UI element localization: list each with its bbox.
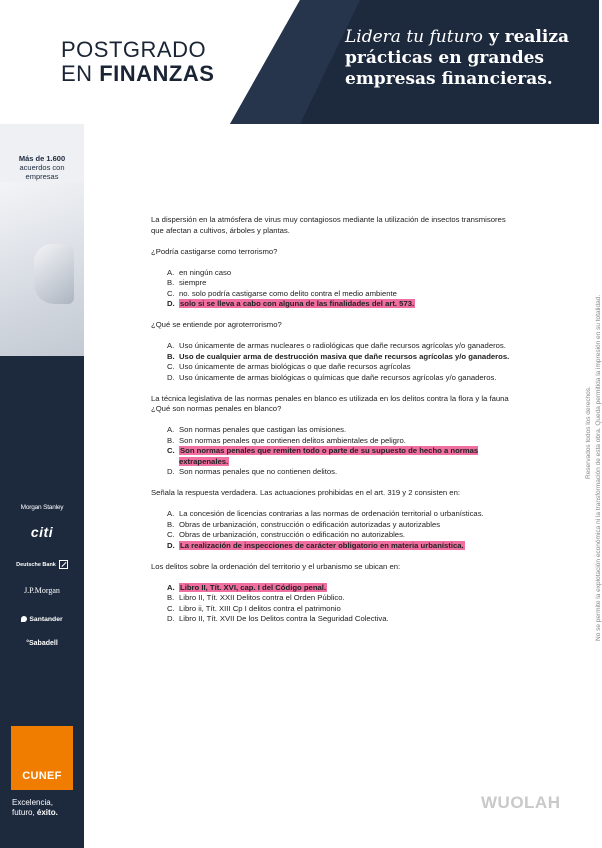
option-correct xyxy=(167,583,519,594)
tagline-line-2a: futuro, xyxy=(12,808,37,817)
wuolah-logo: WUOLAH xyxy=(481,793,561,812)
option-letter: B. xyxy=(167,519,175,529)
option-text: La concesión de licencias contrarias a las normas de ordenación territorial o urbanísticas. xyxy=(179,509,484,518)
cunef-logo[interactable] xyxy=(11,726,73,790)
option xyxy=(167,593,519,604)
title-line-1: POSTGRADO xyxy=(61,37,207,62)
question-5: Los delitos sobre la ordenación del territorio y el urbanismo se ubican en: xyxy=(151,561,401,571)
option xyxy=(167,520,519,531)
option-letter: C. xyxy=(167,446,175,455)
title-line-2a: EN xyxy=(61,61,100,86)
option-letter: A. xyxy=(167,582,175,592)
deutsche-bank-label: Deutsche Bank xyxy=(16,561,56,568)
option-text: Uso de cualquier arma de destrucción masiva que dañe recursos agrícolas y/o ganaderos. xyxy=(179,351,510,361)
banner-slogan xyxy=(345,27,585,90)
option xyxy=(167,373,519,384)
option xyxy=(167,362,519,373)
option-letter: B. xyxy=(167,278,175,287)
option-correct xyxy=(167,446,519,467)
deutsche-bank-icon xyxy=(59,560,68,569)
option xyxy=(167,436,519,447)
usage-notice-text: No se permite la explotación económica ni la transformación de esta obra. Queda permitida la impresión en su totalidad. xyxy=(595,294,602,641)
option-text: Uso únicamente de armas biológicas o que dañe recursos agrícolas xyxy=(179,362,411,371)
option-text: Libro II, Tít. XVII De los Delitos contra la Seguridad Colectiva. xyxy=(179,614,389,623)
header-banner xyxy=(0,0,599,124)
question-1: ¿Podría castigarse como terrorismo? xyxy=(151,246,278,256)
option xyxy=(167,467,519,478)
postgrado-title xyxy=(61,38,214,86)
deutsche-bank-logo xyxy=(0,560,84,569)
option-letter: A. xyxy=(167,267,175,277)
option-text: en ningún caso xyxy=(179,267,232,277)
jpmorgan-logo: J.P.Morgan xyxy=(24,586,60,595)
sabadell-logo xyxy=(0,640,84,647)
option-letter: B. xyxy=(167,351,175,361)
option xyxy=(167,278,519,289)
sidebar-photo-area xyxy=(0,124,84,356)
option xyxy=(167,509,519,520)
option-letter: D. xyxy=(167,540,175,550)
rights-reserved-text: Reservados todos los derechos. xyxy=(585,386,592,479)
option-letter: D. xyxy=(167,614,175,623)
option xyxy=(167,425,519,436)
option-text: Son normas penales que no contienen delitos. xyxy=(179,467,338,476)
option-text: Son normas penales que contienen delitos ambientales de peligro. xyxy=(179,435,406,445)
option-letter: C. xyxy=(167,288,175,298)
option-letter: A. xyxy=(167,341,175,350)
tagline-line-1: Excelencia, xyxy=(12,798,53,807)
option-letter: C. xyxy=(167,603,175,613)
option-correct xyxy=(167,541,519,552)
agreements-label: acuerdos con empresas xyxy=(19,163,65,181)
tagline-line-2b: éxito. xyxy=(36,808,58,817)
question-2-options xyxy=(167,341,519,383)
option-letter: D. xyxy=(167,372,175,382)
question-4-options xyxy=(167,509,519,551)
slogan-bold: y realiza prácticas en grandes empresas financieras. xyxy=(345,27,569,89)
intro-paragraph: La dispersión en la atmósfera de virus muy contagiosos mediante la utilización de insectos transmisores que afectan a cultivos, árboles y plantas. xyxy=(151,215,506,235)
sabadell-label: Sabadell xyxy=(29,640,58,647)
option-text: Uso únicamente de armas nucleares o radiológicas que dañe recursos agrícolas y/o ganaderos. xyxy=(179,341,506,350)
option-text: Libro II, Tít. XXII Delitos contra el Orden Público. xyxy=(179,593,345,602)
option xyxy=(167,604,519,615)
cunef-label: CUNEF xyxy=(22,770,62,782)
option-text: Obras de urbanización, construcción o edificación autorizadas y autorizables xyxy=(179,519,441,529)
option xyxy=(167,614,519,625)
question-5-options xyxy=(167,583,519,625)
sidebar-tagline xyxy=(12,798,58,818)
sidebar-photo-detail xyxy=(34,244,74,304)
highlighted-answer: Libro II, Tít. XVI, cap. I del Código penal. xyxy=(180,582,327,592)
question-4: Señala la respuesta verdadera. Las actuaciones prohibidas en el art. 319 y 2 consisten en: xyxy=(151,488,460,497)
option-text: Obras de urbanización, construcción o edificación no autorizables. xyxy=(179,530,406,539)
question-3: La técnica legislativa de las normas penales en blanco es utilizada en los delitos contra la flora y la fauna ¿Qué son normas penales en blanco? xyxy=(151,393,509,413)
santander-label: Santander xyxy=(29,616,63,623)
option-letter: A. xyxy=(167,509,175,518)
option-letter: D. xyxy=(167,467,175,476)
citi-logo: citi xyxy=(30,524,54,540)
option-letter: A. xyxy=(167,425,175,434)
question-1-options xyxy=(167,268,519,310)
morgan-stanley-logo: Morgan Stanley xyxy=(20,504,64,511)
option xyxy=(167,268,519,279)
santander-flame-icon xyxy=(21,616,27,622)
highlighted-answer: Son normas penales que remiten todo o parte de su supuesto de hecho a normas extrapenales. xyxy=(179,446,479,466)
sidebar-ad xyxy=(0,124,84,848)
agreements-text xyxy=(8,154,76,181)
santander-logo xyxy=(0,616,84,623)
option xyxy=(167,530,519,541)
option-text: Son normas penales que castigan las omisiones. xyxy=(179,425,347,434)
option-letter: B. xyxy=(167,435,175,445)
option-text: Uso únicamente de armas biológicas o químicas que dañe recursos agrícolas y/o ganaderos. xyxy=(179,372,497,382)
highlighted-answer: solo si se lleva a cabo con alguna de las finalidades del art. 573. xyxy=(180,299,415,308)
option-letter: D. xyxy=(167,299,175,308)
document-body xyxy=(151,215,519,635)
option-correct xyxy=(167,299,519,310)
slogan-italic: Lidera tu futuro xyxy=(345,27,483,47)
option xyxy=(167,341,519,352)
option-text: Libro ii, Tít. XIII Cp I delitos contra el patrimonio xyxy=(179,603,341,613)
question-2: ¿Qué se entiende por agroterrorismo? xyxy=(151,320,282,329)
agreements-count: Más de 1.600 xyxy=(18,154,66,163)
option-text: no. solo podría castigarse como delito contra el medio ambiente xyxy=(179,288,397,298)
option xyxy=(167,289,519,300)
title-line-2b: FINANZAS xyxy=(99,61,215,86)
highlighted-answer: La realización de inspecciones de carácter obligatorio en materia urbanística. xyxy=(180,540,464,550)
option-correct xyxy=(167,352,519,363)
option-letter: C. xyxy=(167,530,175,539)
option-letter: C. xyxy=(167,362,175,371)
sabadell-mark-icon: ° xyxy=(26,640,29,647)
question-3-options xyxy=(167,425,519,478)
option-text: siempre xyxy=(179,278,207,287)
option-letter: B. xyxy=(167,593,175,602)
